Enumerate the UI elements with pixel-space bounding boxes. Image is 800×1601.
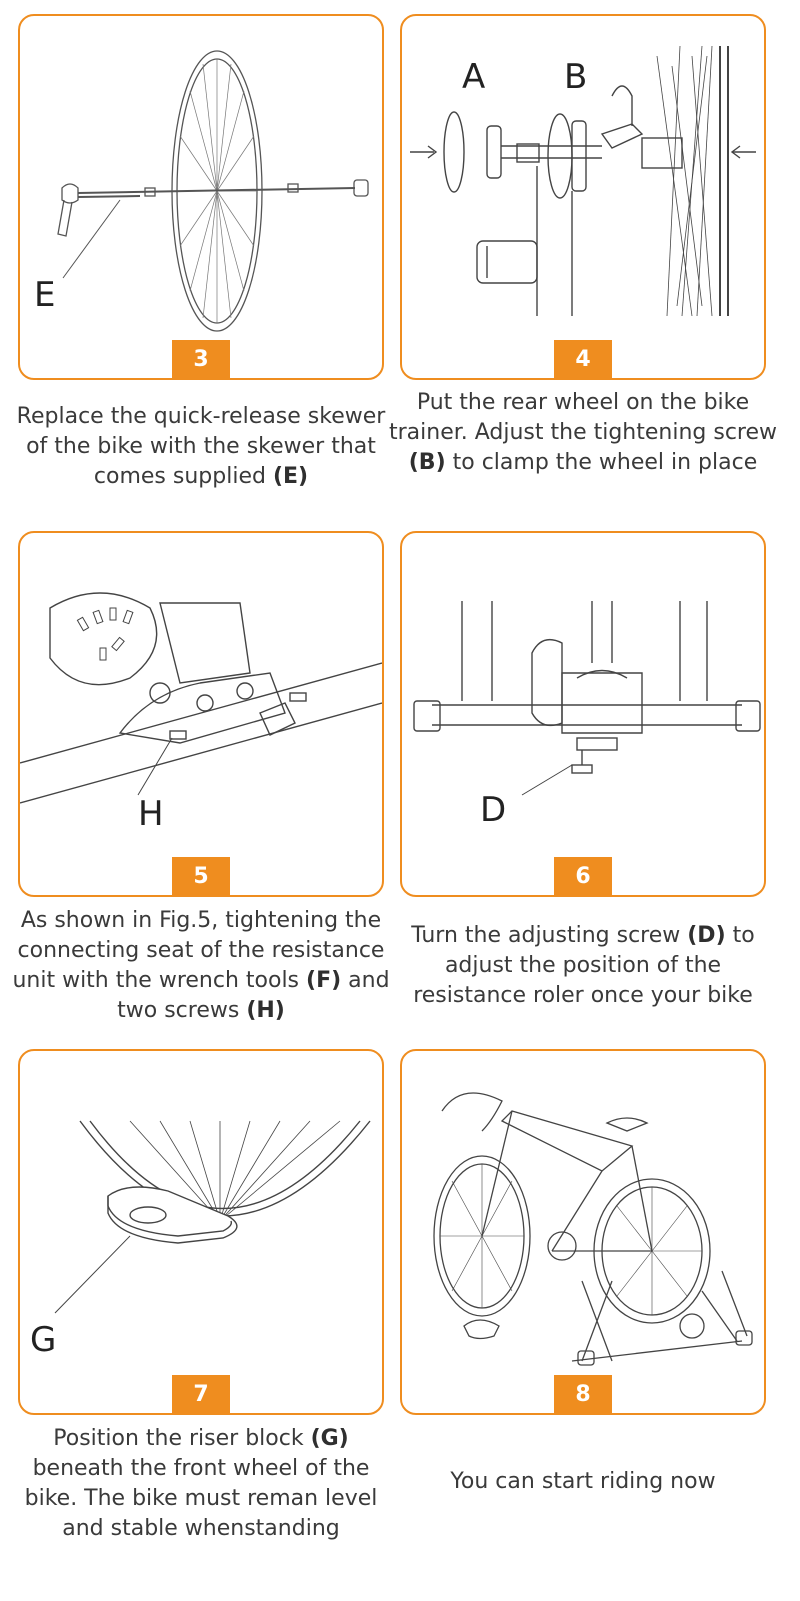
label-g: G xyxy=(30,1320,57,1360)
step-6-panel xyxy=(400,531,766,897)
step-7-caption: Position the riser block (G) beneath the front wheel of the bike. The bike must reman level and stable whenstanding xyxy=(24,1426,378,1541)
step-5-caption: As shown in Fig.5, tightening the connecting seat of the resistance unit with the wrench tools (F) and two screws (H) xyxy=(12,908,390,1023)
step-badge: 8 xyxy=(554,1375,612,1415)
step-8-caption: You can start riding now xyxy=(450,1469,716,1494)
bike-on-trainer-illustration xyxy=(402,1051,764,1413)
skewer-illustration xyxy=(20,16,382,378)
step-8-panel xyxy=(400,1049,766,1415)
step-3-caption: Replace the quick-release skewer of the bike with the skewer that comes supplied (E) xyxy=(16,404,386,489)
step-badge: 5 xyxy=(172,857,230,897)
step-badge: 7 xyxy=(172,1375,230,1415)
adjusting-screw-illustration xyxy=(402,533,764,895)
label-a: A xyxy=(462,57,486,97)
resistance-unit-illustration xyxy=(20,533,382,895)
step-6-caption: Turn the adjusting screw (D) to adjust the position of the resistance roler once your bike xyxy=(411,923,755,1008)
label-h: H xyxy=(138,794,164,834)
step-7-panel xyxy=(18,1049,384,1415)
step-3-panel xyxy=(18,14,384,380)
step-badge: 4 xyxy=(554,340,612,380)
step-4-caption: Put the rear wheel on the bike trainer. Adjust the tightening screw (B) to clamp the wheel in place xyxy=(388,390,778,475)
step-4-panel xyxy=(400,14,766,380)
step-badge: 6 xyxy=(554,857,612,897)
step-badge: 3 xyxy=(172,340,230,380)
label-d: D xyxy=(480,790,507,830)
label-b: B xyxy=(564,57,588,97)
step-5-panel xyxy=(18,531,384,897)
label-e: E xyxy=(34,275,56,315)
trainer-clamp-illustration xyxy=(402,16,764,378)
riser-block-illustration xyxy=(20,1051,382,1413)
